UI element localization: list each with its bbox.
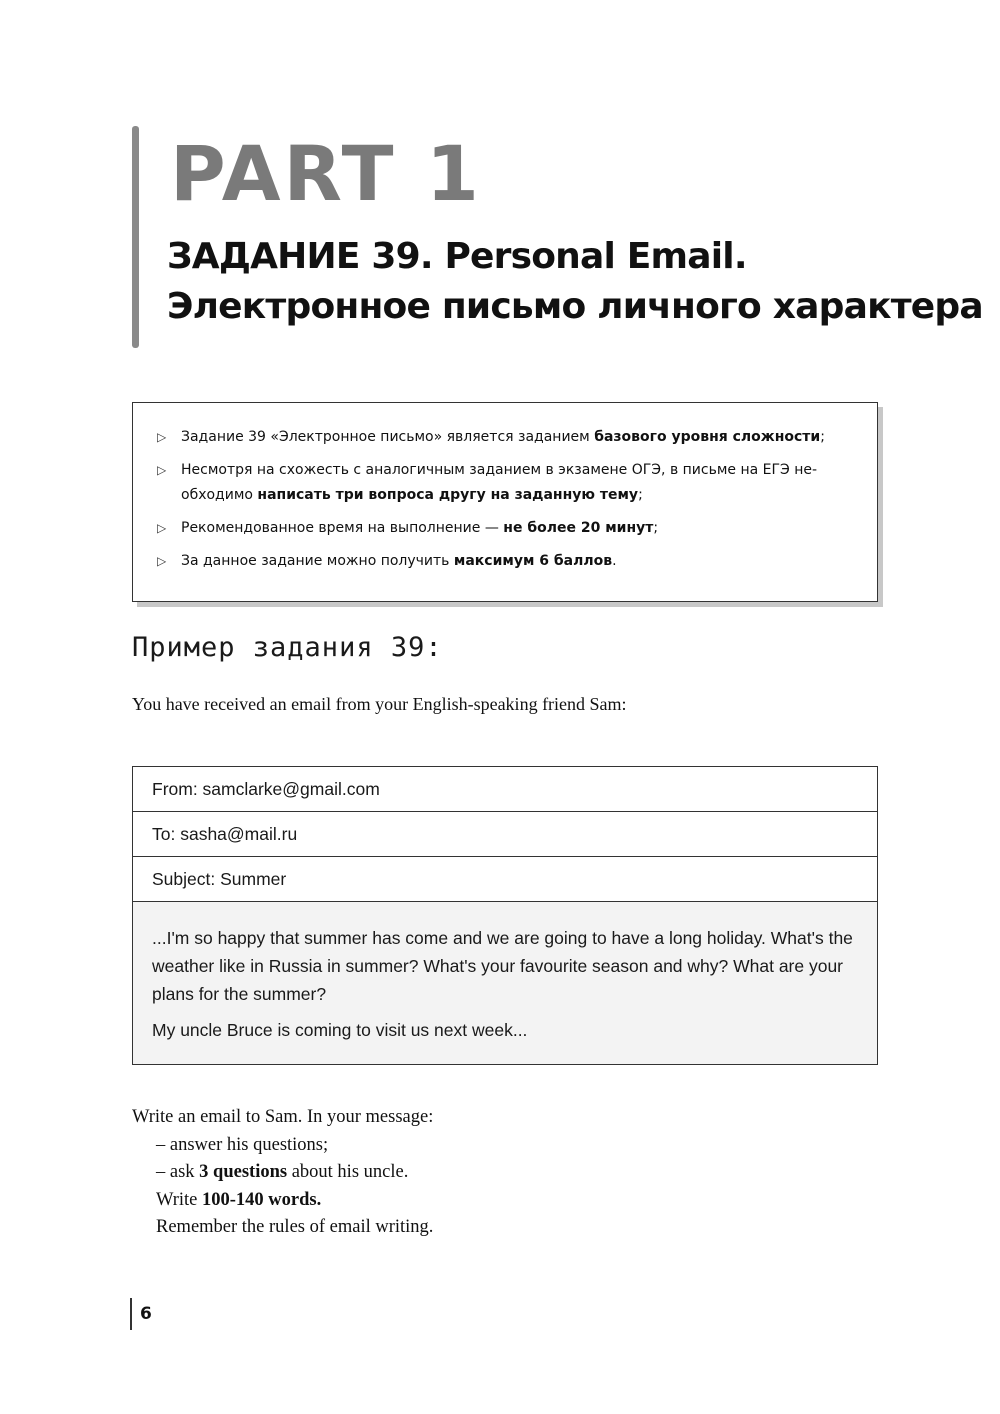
page-number: 6: [130, 1298, 152, 1330]
example-heading: Пример задания 39:: [132, 632, 443, 663]
instruction-line: Remember the rules of email writing.: [156, 1217, 434, 1237]
instruction-line: – ask 3 questions about his uncle.: [156, 1162, 409, 1182]
info-box: [132, 402, 878, 602]
email-to: To: sasha@mail.ru: [133, 812, 877, 857]
email-body-paragraph: ...I'm so happy that summer has come and we are going to have a long holiday. What's the weather like in Russia in summer? What's your favourite season and why? What are your plans for the summer?: [152, 928, 853, 1004]
email-body: [133, 902, 877, 1064]
heading-accent-bar: [132, 126, 139, 348]
instruction-line: Write an email to Sam. In your message:: [132, 1107, 434, 1127]
triangle-bullet-icon: ▷: [157, 521, 167, 535]
triangle-bullet-icon: ▷: [157, 430, 167, 444]
instruction-line: – answer his questions;: [156, 1134, 329, 1155]
email-body-paragraph: My uncle Bruce is coming to visit us next week...: [152, 1020, 528, 1040]
task-title-line1: ЗАДАНИЕ 39. Personal Email.: [167, 236, 747, 277]
info-item: ▷ Рекомендованное время на выполнение — не более 20 минут;: [157, 516, 851, 541]
task-instructions: [132, 1104, 433, 1242]
info-item: ▷ Задание 39 «Электронное письмо» является заданием базового уровня сложности;: [157, 425, 851, 450]
instruction-line: Write 100-140 words.: [156, 1189, 322, 1210]
chapter-heading: [132, 126, 983, 348]
email-from: From: samclarke@gmail.com: [133, 767, 877, 812]
info-item: ▷ Несмотря на схожесть с аналогичным заданием в экзамене ОГЭ, в письме на ЕГЭ не-обходимо написать три вопроса другу на заданную тему;: [157, 458, 851, 508]
info-item: ▷ За данное задание можно получить максимум 6 баллов.: [157, 549, 851, 574]
intro-line: You have received an email from your English-speaking friend Sam:: [132, 694, 627, 714]
task-title: [167, 232, 983, 332]
email-box: [132, 766, 878, 1065]
triangle-bullet-icon: ▷: [157, 554, 167, 568]
part-title: PART 1: [170, 129, 482, 218]
triangle-bullet-icon: ▷: [157, 463, 167, 477]
task-title-line2: Электронное письмо личного характера: [167, 286, 983, 327]
email-subject: Subject: Summer: [133, 857, 877, 902]
